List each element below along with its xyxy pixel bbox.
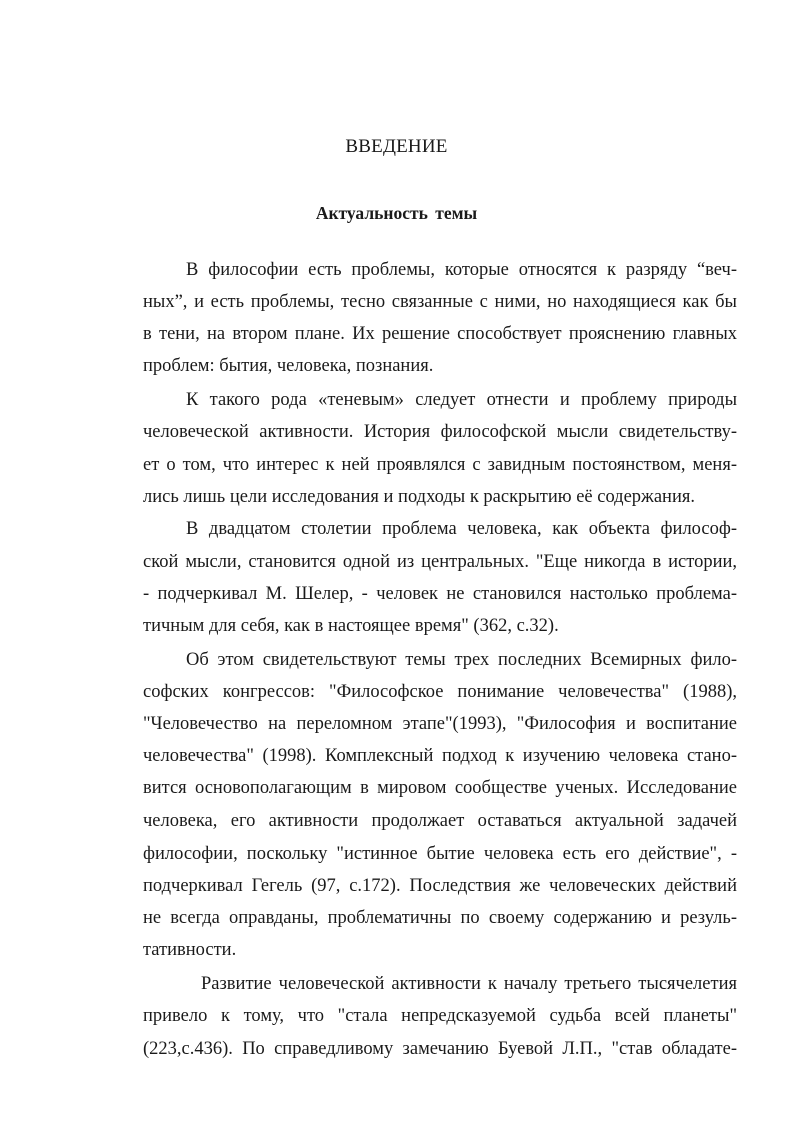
chapter-heading: ВВЕДЕНИЕ (345, 136, 448, 157)
text-line: тативности. (143, 940, 237, 960)
text-line: Развитие человеческой активности к началу третьего тысячелетия (201, 974, 737, 994)
text-line: вится основополагающим в мировом сообществе ученых. Исследование (143, 778, 737, 798)
text-line: ской мысли, становится одной из центральных. "Еще никогда в истории, (143, 552, 737, 572)
text-line: софских конгрессов: "Философское понимание человечества" (1988), (143, 682, 737, 702)
text-line: ет о том, что интерес к ней проявлялся с завидным постоянством, меня- (143, 455, 737, 475)
text-line: "Человечество на переломном этапе"(1993), "Философия и воспитание (143, 714, 737, 734)
text-line: В философии есть проблемы, которые относятся к разряду “веч- (186, 260, 737, 280)
text-line: человеческой активности. История философской мысли свидетельству- (143, 422, 737, 442)
text-line: - подчеркивал М. Шелер, - человек не становился настолько проблема- (143, 584, 737, 604)
text-line: К такого рода «теневым» следует отнести и проблему природы (186, 390, 737, 410)
text-line: тичным для себя, как в настоящее время" (362, с.32). (143, 616, 559, 636)
text-line: Об этом свидетельствуют темы трех последних Всемирных фило- (186, 650, 737, 670)
text-line: ных”, и есть проблемы, тесно связанные с ними, но находящиеся как бы (143, 292, 737, 312)
text-line: (223,с.436). По справедливому замечанию Буевой Л.П., "став обладате- (143, 1039, 737, 1059)
text-line: подчеркивал Гегель (97, с.172). Последствия же человеческих действий (143, 876, 737, 896)
text-line: человека, его активности продолжает оставаться актуальной задачей (143, 811, 737, 831)
text-line: в тени, на втором плане. Их решение способствует прояснению главных (143, 324, 737, 344)
section-title: Актуальность темы (315, 203, 478, 223)
text-line: лись лишь цели исследования и подходы к раскрытию её содержания. (143, 487, 695, 507)
text-line: В двадцатом столетии проблема человека, как объекта философ- (186, 519, 737, 539)
text-line: человечества" (1998). Комплексный подход к изучению человека стано- (143, 746, 737, 766)
text-line: проблем: бытия, человека, познания. (143, 356, 434, 376)
text-line: привело к тому, что "стала непредсказуемой судьба всей планеты" (143, 1006, 737, 1026)
text-line: не всегда оправданы, проблематичны по своему содержанию и резуль- (143, 908, 737, 928)
text-line: философии, поскольку "истинное бытие человека есть его действие", - (143, 844, 737, 864)
